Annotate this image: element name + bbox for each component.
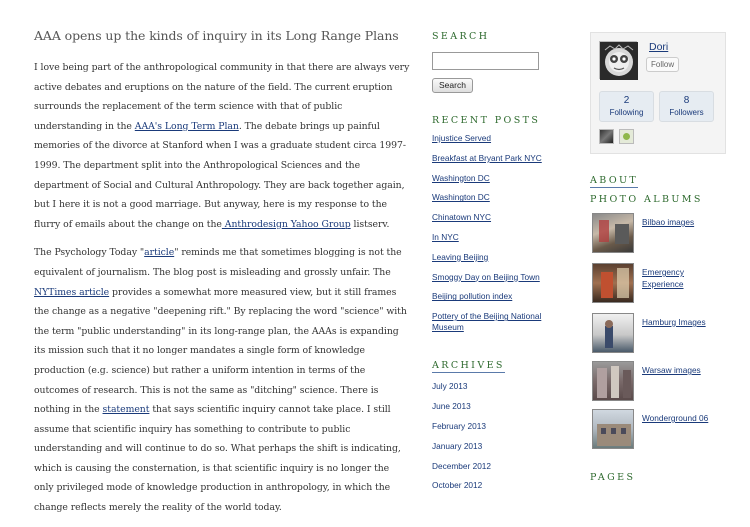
middle-sidebar [432,31,572,500]
photo-album-item[interactable] [592,361,742,403]
list-item [432,311,572,332]
list-item [432,401,572,412]
following-label: Following [609,108,644,117]
recent-posts-title: RECENT POSTS [432,115,541,126]
search-input[interactable] [432,52,539,70]
nytimes-article-link[interactable]: NYTimes article [34,286,110,298]
paragraph-text: listserv. [350,218,390,230]
paragraph-text: . The debate brings up painful memories of the divorce at Stanford when I was a graduate student circa 1997-1999. The department split into the Anthropological Sciences and the department of Social and Cultural Anthropology. They are back together again, but I here it is not a good marriage. But anyway, here is my response to the flurry of emails about the change on the [34,120,406,230]
album-image [593,314,635,354]
list-item [432,173,572,184]
about-title[interactable]: ABOUT [590,175,639,186]
recent-post-link[interactable]: Chinatown NYC [432,212,492,223]
following-user-thumbnail[interactable] [599,129,614,144]
recent-post-link[interactable]: Breakfast at Bryant Park NYC [432,152,542,163]
album-thumbnail[interactable] [592,409,634,449]
post-title: AAA opens up the kinds of inquiry in its Long Range Plans [34,28,399,43]
list-item [432,252,572,263]
list-item [432,381,572,392]
recent-posts-list [432,133,572,332]
post-body [34,58,410,518]
psychology-today-article-link[interactable]: article [144,247,175,259]
recent-post-link[interactable]: Smoggy Day on Beijing Town [432,271,540,282]
paragraph-text: provides a somewhat more measured view, but it still frames the change as a negative "deepening rift." By replacing the word "science" with the term "public understanding" in its long-range plan, the AAAs is expanding its mission such that it no longer mandates a single form of knowledge production (e.g. science) but rather a uniform intention in terms of the outcomes of research. This is not the same as "ditching" science. There is nothing in the [34,286,407,416]
aaa-long-term-plan-link[interactable]: AAA's Long Term Plan [134,120,239,132]
following-stat[interactable] [599,91,654,122]
profile-name-link[interactable]: Dori [649,41,669,53]
photo-album-item[interactable] [592,213,742,255]
album-link[interactable]: Bilbao images [642,217,695,227]
archive-month-link[interactable]: February 2013 [432,421,486,432]
recent-post-link[interactable]: Washington DC [432,192,490,203]
album-link[interactable]: Hamburg Images [642,317,706,327]
following-thumbnails [599,129,634,144]
album-link[interactable]: Emergency Experience [642,267,684,289]
recent-post-link[interactable]: Beijing pollution index [432,291,513,302]
pages-title: PAGES [590,472,636,483]
recent-post-link[interactable]: Pottery of the Beijing National Museum [432,311,542,332]
post-paragraph-1 [34,58,410,234]
followers-label: Followers [669,108,704,117]
album-thumbnail[interactable] [592,213,634,253]
album-image [593,362,635,402]
list-item [432,153,572,164]
recent-post-link[interactable]: Washington DC [432,172,490,183]
album-thumbnail[interactable] [592,313,634,353]
statement-link[interactable]: statement [102,404,150,416]
post-paragraph-2 [34,243,410,517]
paragraph-text: " reminds me that sometimes blogging is not the equivalent of journalism. The blog post is misleading and grossly unfair. The [34,247,402,278]
archive-month-link[interactable]: October 2012 [432,480,483,491]
list-item [432,133,572,144]
list-item [432,441,572,452]
followers-count: 8 [683,95,690,106]
avatar-image [600,42,638,80]
following-count: 2 [623,95,630,106]
search-button[interactable]: Search [432,78,473,93]
anthrodesign-yahoo-group-link[interactable]: Anthrodesign Yahoo Group [221,218,351,230]
paragraph-text: I love being part of the anthropological community in that there are always very active debates and eruptions on the nature of the field. The current eruption surrounds the replacement of the term science with that of public understanding in the [34,62,410,132]
album-image [593,410,635,450]
avatar[interactable] [599,41,637,79]
album-link[interactable]: Wonderground 06 [642,413,709,423]
list-item [432,421,572,432]
album-image [593,264,635,304]
photo-album-item[interactable] [592,409,742,451]
list-item [432,291,572,302]
archives-list [432,381,572,490]
photo-album-item[interactable] [592,263,742,305]
album-image [593,214,635,254]
archive-month-link[interactable]: December 2012 [432,460,492,471]
list-item [432,480,572,491]
paragraph-text: that says scientific inquiry cannot take place. I still assume that scientific inquiry has something to contribute to public understanding and will continue to do so. What perhaps the shift is indicating, which is causing the consternation, is that scientific inquiry is no longer the only privileged mode of knowledge production in anthropology, in which the change reflects merely the reality of the world today. [34,404,401,514]
list-item [432,232,572,243]
list-item [432,192,572,203]
list-item [432,461,572,472]
list-item [432,272,572,283]
photo-album-item[interactable] [592,313,742,355]
paragraph-text: The Psychology Today " [34,247,145,259]
search-widget-title: SEARCH [432,31,490,42]
recent-post-link[interactable]: Injustice Served [432,133,492,143]
recent-post-link[interactable]: Leaving Beijing [432,251,489,262]
following-user-thumbnail[interactable] [619,129,634,144]
photo-albums-title: PHOTO ALBUMS [590,194,703,205]
list-item [432,212,572,223]
archive-month-link[interactable]: January 2013 [432,440,483,451]
followers-stat[interactable] [659,91,714,122]
follow-button[interactable]: Follow [646,57,679,72]
album-thumbnail[interactable] [592,263,634,303]
profile-card [590,32,726,154]
blog-post [34,28,410,527]
archives-title[interactable]: ARCHIVES [432,360,505,372]
archive-month-link[interactable]: July 2013 [432,381,468,392]
album-link[interactable]: Warsaw images [642,365,701,375]
recent-post-link[interactable]: In NYC [432,231,459,242]
archive-month-link[interactable]: June 2013 [432,401,471,412]
album-thumbnail[interactable] [592,361,634,401]
